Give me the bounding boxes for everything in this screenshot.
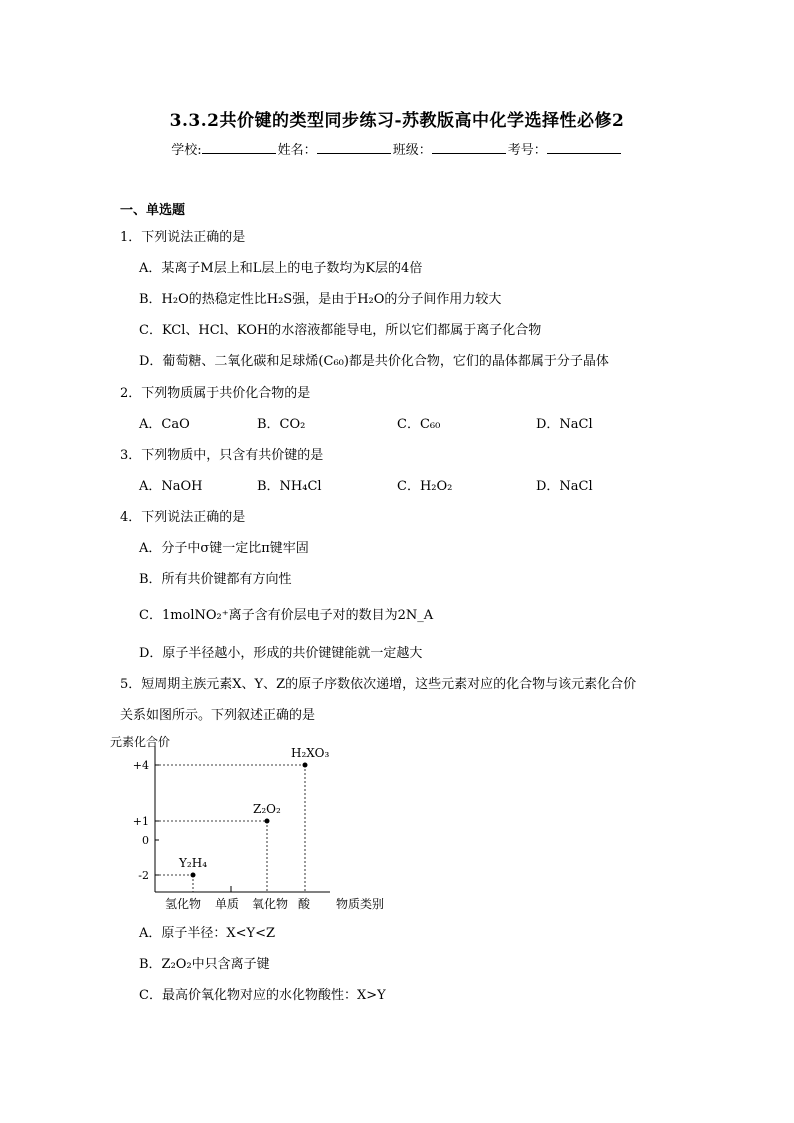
question-1-stem: 1．下列说法正确的是 (120, 230, 246, 245)
name-label: 姓名： (277, 143, 317, 158)
q1-option-a: A．某离子M层上和L层上的电子数均为K层的4倍 (139, 261, 423, 276)
student-info-line (0, 139, 794, 158)
q3-option-d: D．NaCl (536, 479, 593, 494)
name-blank (317, 141, 391, 154)
point-label: H₂XO₃ (291, 746, 330, 760)
q5-option-b: B．Z₂O₂中只含离子键 (139, 957, 270, 972)
class-label: 班级： (392, 143, 432, 158)
q1-option-b: B．H₂O的热稳定性比H₂S强，是由于H₂O的分子间作用力较大 (139, 292, 502, 307)
q4-option-c: C．1molNO₂⁺离子含有价层电子对的数目为2N_A (139, 608, 434, 623)
x-axis-label: 物质类别 (335, 897, 385, 911)
q4-option-b: B．所有共价键都有方向性 (139, 572, 292, 587)
question-5-stem-line1: 5．短周期主族元素X、Y、Z的原子序数依次递增，这些元素对应的化合物与该元素化合价 (120, 677, 637, 692)
y-tick-label: 0 (142, 834, 149, 847)
q4-option-d: D．原子半径越小，形成的共价键键能就一定越大 (139, 646, 423, 661)
question-4-stem: 4．下列说法正确的是 (120, 510, 246, 525)
x-tick-label: 酸 (297, 897, 311, 911)
x-tick-label: 单质 (214, 897, 240, 911)
valence-chart (110, 732, 410, 917)
y-tick-label: +4 (132, 759, 149, 772)
page-title: 3.3.2共价键的类型同步练习-苏教版高中化学选择性必修2 (169, 111, 625, 131)
q2-option-c: C．C₆₀ (397, 417, 441, 432)
data-point (303, 763, 308, 768)
exam-no-label: 考号： (507, 143, 547, 158)
section-heading: 一、单选题 (120, 203, 186, 218)
data-point (191, 873, 196, 878)
q3-option-c: C．H₂O₂ (397, 479, 453, 494)
x-tick-label: 氢化物 (164, 897, 202, 911)
q2-option-d: D．NaCl (536, 417, 593, 432)
y-axis-label: 元素化合价 (110, 735, 171, 749)
q2-option-a: A．CaO (139, 417, 190, 432)
question-3-stem: 3．下列物质中，只含有共价键的是 (120, 448, 324, 463)
question-5-stem-line2: 关系如图所示。下列叙述正确的是 (120, 708, 316, 723)
x-tick-label: 氧化物 (251, 897, 289, 911)
point-label: Z₂O₂ (253, 802, 281, 816)
q1-option-d: D．葡萄糖、二氧化碳和足球烯(C₆₀)都是共价化合物，它们的晶体都属于分子晶体 (139, 354, 609, 369)
exam-no-blank (547, 141, 621, 154)
q3-option-b: B．NH₄Cl (257, 479, 322, 494)
q1-option-c: C．KCl、HCl、KOH的水溶液都能导电，所以它们都属于离子化合物 (139, 323, 542, 338)
question-2-stem: 2．下列物质属于共价化合物的是 (120, 386, 311, 401)
class-blank (432, 141, 506, 154)
y-tick-label: -2 (138, 869, 149, 882)
y-tick-label: +1 (132, 815, 149, 828)
school-blank (202, 141, 276, 154)
q2-option-b: B．CO₂ (257, 417, 306, 432)
point-label: Y₂H₄ (179, 856, 208, 870)
q3-option-a: A．NaOH (139, 479, 203, 494)
school-label: 学校: (171, 143, 202, 158)
data-point (265, 819, 270, 824)
q5-option-a: A．原子半径：X<Y<Z (139, 926, 276, 941)
q5-option-c: C．最高价氧化物对应的水化物酸性：X>Y (139, 988, 386, 1003)
q4-option-a: A．分子中σ键一定比π键牢固 (139, 541, 309, 556)
